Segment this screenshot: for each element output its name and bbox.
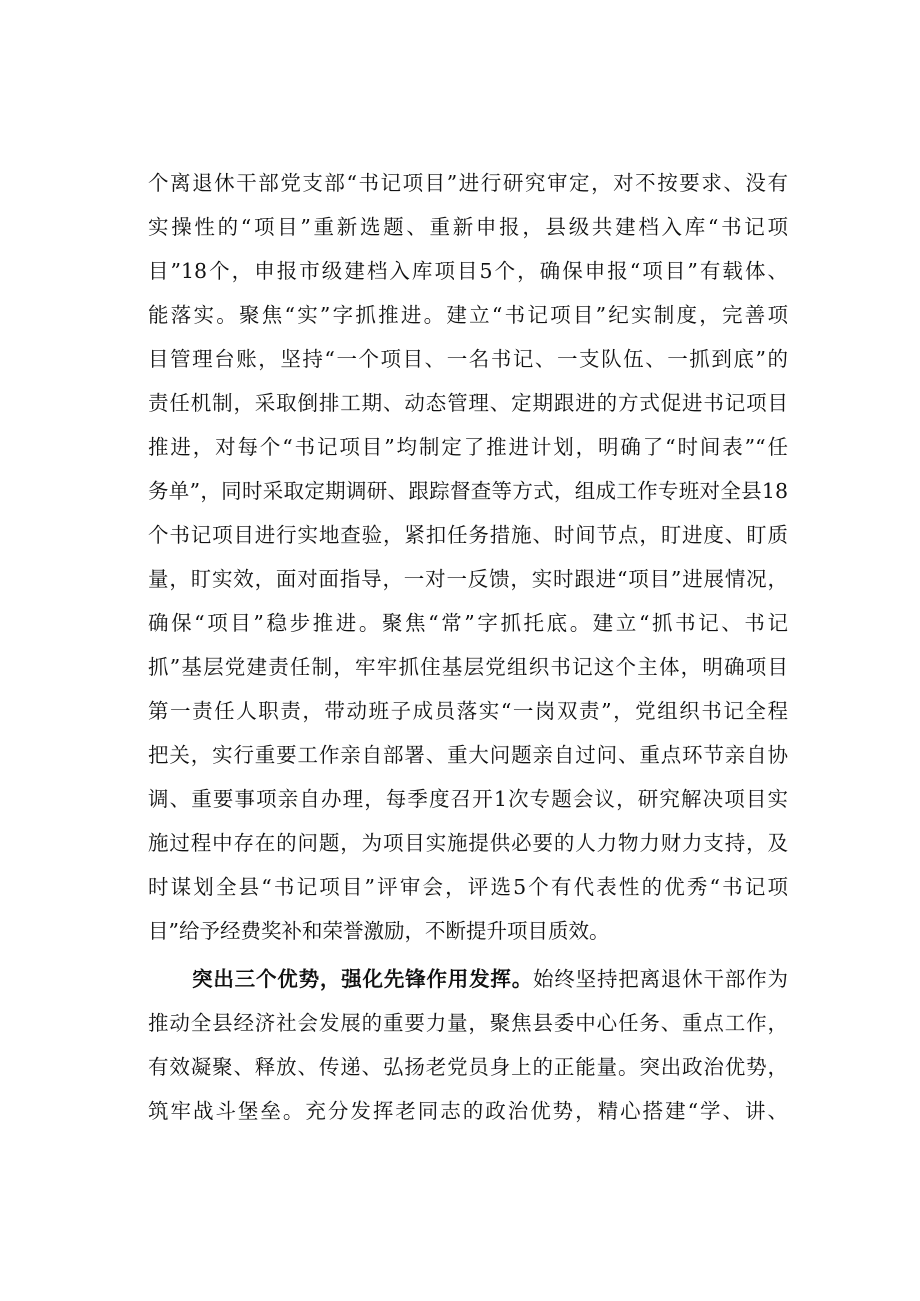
paragraph-1-line-12: 抓”基层党建责任制，牢牢抓住基层党组织书记这个主体，明确项目	[148, 655, 788, 679]
paragraph-1-line-11: 确保“项目”稳步推进。聚焦“常”字抓托底。建立“抓书记、书记	[148, 611, 788, 635]
paragraph-2-line-2: 推动全县经济社会发展的重要力量，聚焦县委中心任务、重点工作，	[148, 1011, 788, 1035]
paragraph-1-line-18: 目”给予经费奖补和荣誉激励，不断提升项目质效。	[148, 919, 610, 943]
paragraph-1-line-16: 施过程中存在的问题，为项目实施提供必要的人力物力财力支持，及	[148, 831, 788, 855]
paragraph-1-line-7: 推进，对每个“书记项目”均制定了推进计划，明确了“时间表”“任	[148, 435, 788, 459]
paragraph-1-line-4: 能落实。聚焦“实”字抓推进。建立“书记项目”纪实制度，完善项	[148, 303, 788, 327]
paragraph-1-line-1: 个离退休干部党支部“书记项目”进行研究审定，对不按要求、没有	[148, 171, 788, 195]
paragraph-2-line-1-text: 始终坚持把离退休干部作为	[533, 967, 789, 991]
paragraph-1-line-6: 责任机制，采取倒排工期、动态管理、定期跟进的方式促进书记项目	[148, 391, 788, 415]
paragraph-1-line-17: 时谋划全县“书记项目”评审会，评选5个有代表性的优秀“书记项	[148, 875, 788, 899]
paragraph-1-line-14: 把关，实行重要工作亲自部署、重大问题亲自过问、重点环节亲自协	[148, 743, 788, 767]
paragraph-2-line-1	[192, 959, 788, 999]
paragraph-1-line-15: 调、重要事项亲自办理，每季度召开1次专题会议，研究解决项目实	[148, 787, 788, 811]
paragraph-1-line-2: 实操性的“项目”重新选题、重新申报，县级共建档入库“书记项	[148, 215, 788, 239]
paragraph-2-line-4: 筑牢战斗堡垒。充分发挥老同志的政治优势，精心搭建“学、讲、	[148, 1099, 788, 1123]
section-heading: 突出三个优势，强化先锋作用发挥。	[192, 967, 534, 991]
paragraph-1-line-9: 个书记项目进行实地查验，紧扣任务措施、时间节点，盯进度、盯质	[148, 523, 788, 547]
paragraph-1-line-5: 目管理台账，坚持“一个项目、一名书记、一支队伍、一抓到底”的	[148, 347, 788, 371]
paragraph-2-line-3: 有效凝聚、释放、传递、弘扬老党员身上的正能量。突出政治优势，	[148, 1055, 788, 1079]
paragraph-1-line-13: 第一责任人职责，带动班子成员落实“一岗双责”，党组织书记全程	[148, 699, 788, 723]
paragraph-1-line-3: 目”18个，申报市级建档入库项目5个，确保申报“项目”有载体、	[148, 259, 788, 283]
paragraph-1-line-8: 务单”，同时采取定期调研、跟踪督查等方式，组成工作专班对全县18	[148, 479, 788, 503]
paragraph-1-line-10: 量，盯实效，面对面指导，一对一反馈，实时跟进“项目”进展情况，	[148, 567, 788, 591]
